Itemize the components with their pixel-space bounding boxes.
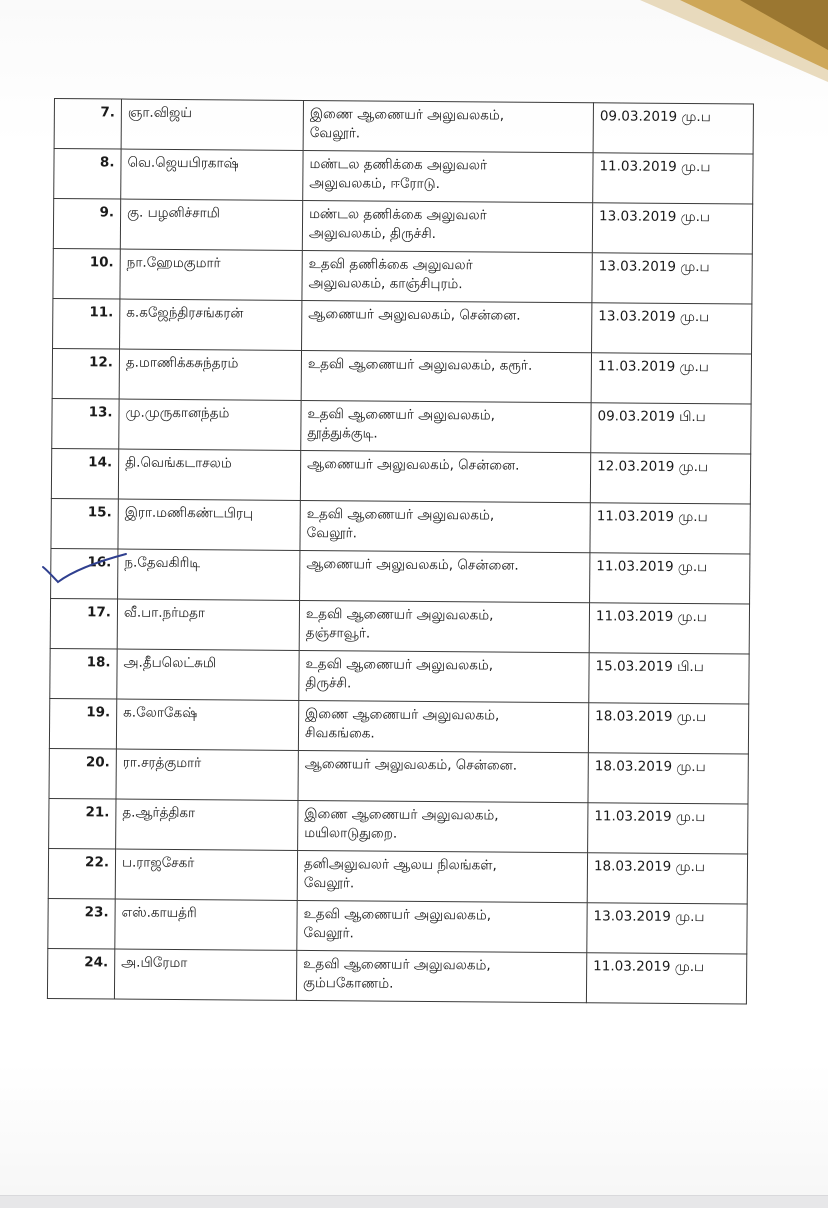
officer-name-cell: தி.வெங்கடாசலம் — [118, 449, 300, 500]
office-line: உதவி ஆணையர் அலுவலகம், — [305, 605, 494, 624]
officer-name-cell: இரா.மணிகண்டபிரபு — [118, 499, 300, 550]
office-cell — [298, 800, 588, 852]
office-line: ஆணையர் அலுவலகம், சென்னை. — [308, 306, 521, 324]
office-line: வேலூர். — [303, 924, 354, 942]
serial-number-cell: 18. — [50, 648, 117, 699]
serial-number-cell: 12. — [52, 348, 119, 399]
office-line: இணை ஆணையர் அலுவலகம், — [304, 805, 499, 824]
office-line: அலுவலகம், ஈரோடு. — [309, 175, 440, 193]
officer-name-cell: ப.ராஜசேகர் — [115, 849, 297, 900]
date-cell: 18.03.2019 மு.ப — [588, 703, 748, 754]
date-cell: 11.03.2019 மு.ப — [586, 953, 746, 1004]
serial-number-cell: 19. — [49, 698, 116, 749]
office-line: ஆணையர் அலுவலகம், சென்னை. — [307, 455, 520, 474]
officer-name-cell: வெ.ஜெயபிரகாஷ் — [121, 149, 303, 200]
officer-name-cell: அ.தீபலெட்சுமி — [117, 649, 299, 700]
table-row — [50, 648, 749, 703]
office-line: உதவி தணிக்கை அலுவலர் — [308, 256, 473, 274]
serial-number-cell: 22. — [48, 848, 115, 899]
table-row — [49, 748, 748, 803]
office-line: மண்டல தணிக்கை அலுவலர் — [309, 156, 488, 174]
office-cell — [298, 700, 588, 752]
office-cell — [303, 150, 593, 202]
office-line: இணை ஆணையர் அலுவலகம், — [309, 106, 505, 124]
serial-number-cell: 24. — [47, 948, 114, 999]
serial-number-cell: 17. — [50, 598, 117, 649]
office-cell — [296, 950, 586, 1002]
officer-name-cell: ஞா.விஜய் — [121, 99, 303, 150]
table-row — [52, 398, 751, 453]
office-cell — [299, 600, 589, 652]
table-row — [53, 199, 752, 254]
office-line: இணை ஆணையர் அலுவலகம், — [305, 705, 500, 724]
officer-name-cell: த.மாணிக்கசுந்தரம் — [119, 349, 301, 400]
office-cell — [302, 200, 592, 252]
date-cell: 18.03.2019 மு.ப — [588, 753, 748, 804]
officer-name-cell: நா.ஹேமகுமார் — [120, 249, 302, 300]
office-line: உதவி ஆணையர் அலுவலகம், — [307, 406, 496, 424]
office-cell — [301, 400, 591, 452]
office-cell — [301, 350, 591, 402]
table-row — [49, 798, 748, 853]
date-cell: 18.03.2019 மு.ப — [587, 853, 747, 904]
serial-number-cell: 7. — [54, 99, 121, 150]
officer-posting-table — [47, 98, 754, 1004]
office-cell — [302, 300, 592, 352]
date-cell: 09.03.2019 மு.ப — [593, 103, 753, 154]
office-cell — [297, 900, 587, 952]
table-body — [47, 99, 753, 1004]
office-line: உதவி ஆணையர் அலுவலகம், — [303, 955, 491, 974]
office-line: மயிலாடுதுறை. — [304, 824, 398, 842]
serial-number-cell: 10. — [53, 248, 120, 299]
date-cell: 11.03.2019 மு.ப — [593, 153, 753, 204]
office-line: மண்டல தணிக்கை அலுவலர் — [309, 206, 487, 224]
handwritten-tick-mark — [40, 551, 130, 585]
serial-number-cell: 15. — [51, 498, 118, 549]
serial-number-cell: 13. — [52, 398, 119, 449]
office-line: ஆணையர் அலுவலகம், சென்னை. — [306, 555, 519, 574]
officer-name-cell: க.லோகேஷ் — [116, 699, 298, 750]
serial-number-cell: 20. — [49, 748, 116, 799]
date-cell: 11.03.2019 மு.ப — [591, 353, 751, 404]
officer-name-cell: க.கஜேந்திரசங்கரன் — [120, 299, 302, 350]
bottom-edge — [0, 1195, 828, 1208]
date-cell: 09.03.2019 பி.ப — [591, 403, 751, 454]
page-corner-shadow — [0, 0, 828, 90]
office-cell — [303, 100, 593, 152]
officer-name-cell: ந.தேவகிரிடி — [118, 549, 300, 600]
office-line: உதவி ஆணையர் அலுவலகம், — [303, 905, 492, 924]
date-cell: 13.03.2019 மு.ப — [592, 203, 752, 254]
officer-name-cell: மு.முருகானந்தம் — [119, 399, 301, 450]
serial-number-cell: 16. — [51, 548, 118, 599]
table-row — [52, 348, 751, 403]
office-line: உதவி ஆணையர் அலுவலகம், — [306, 505, 495, 524]
office-line: தஞ்சாவூர். — [305, 624, 371, 642]
office-line: தூத்துக்குடி. — [307, 425, 378, 442]
table-row — [47, 948, 746, 1003]
table-row — [53, 248, 752, 303]
table-row — [49, 698, 748, 753]
office-line: உதவி ஆணையர் அலுவலகம், கரூர். — [307, 356, 533, 374]
table-row — [51, 498, 750, 553]
table-row — [51, 448, 750, 503]
office-line: திருச்சி. — [305, 674, 352, 692]
office-line: கும்பகோணம். — [302, 974, 394, 992]
officer-name-cell: கு. பழனிச்சாமி — [120, 199, 302, 250]
date-cell: 12.03.2019 மு.ப — [590, 453, 750, 504]
table-row — [50, 598, 749, 653]
date-cell: 13.03.2019 மு.ப — [592, 303, 752, 354]
serial-number-cell: 8. — [54, 149, 121, 200]
serial-number-cell: 21. — [49, 798, 116, 849]
table-row — [54, 149, 753, 204]
office-line: சிவகங்கை. — [304, 724, 375, 742]
office-line: உதவி ஆணையர் அலுவலகம், — [305, 655, 494, 674]
office-line: அலுவலகம், திருச்சி. — [308, 225, 437, 243]
office-cell — [300, 550, 590, 602]
date-cell: 11.03.2019 மு.ப — [589, 603, 749, 654]
date-cell: 15.03.2019 பி.ப — [589, 653, 749, 704]
officer-name-cell: வீ.பா.நர்மதா — [117, 599, 299, 650]
office-line: வேலூர். — [306, 524, 358, 542]
table-row — [48, 898, 747, 953]
office-line: தனிஅலுவலர் ஆலய நிலங்கள், — [303, 855, 497, 874]
date-cell: 11.03.2019 மு.ப — [590, 553, 750, 604]
officer-name-cell: த.ஆர்த்திகா — [116, 799, 298, 850]
officer-name-cell: அ.பிரேமா — [114, 949, 296, 1000]
office-cell — [299, 650, 589, 702]
date-cell: 13.03.2019 மு.ப — [587, 903, 747, 954]
date-cell: 11.03.2019 மு.ப — [588, 803, 748, 854]
office-line: ஆணையர் அலுவலகம், சென்னை. — [304, 755, 518, 774]
date-cell: 13.03.2019 மு.ப — [592, 253, 752, 304]
office-cell — [297, 850, 587, 902]
office-cell — [300, 500, 590, 552]
table-row — [51, 548, 750, 603]
office-line: வேலூர். — [303, 874, 355, 892]
officer-name-cell: ரா.சரத்குமார் — [116, 749, 298, 800]
office-cell — [300, 450, 590, 502]
serial-number-cell: 11. — [53, 298, 120, 349]
serial-number-cell: 9. — [53, 199, 120, 250]
office-cell — [298, 750, 588, 802]
date-cell: 11.03.2019 மு.ப — [590, 503, 750, 554]
office-line: வேலூர். — [309, 125, 361, 142]
table-row — [54, 99, 753, 154]
table-row — [53, 298, 752, 353]
office-cell — [302, 250, 592, 302]
serial-number-cell: 23. — [48, 898, 115, 949]
officer-name-cell: எஸ்.காயத்ரி — [115, 899, 297, 950]
office-line: அலுவலகம், காஞ்சிபுரம். — [308, 275, 463, 293]
table-row — [48, 848, 747, 903]
serial-number-cell: 14. — [51, 448, 118, 499]
